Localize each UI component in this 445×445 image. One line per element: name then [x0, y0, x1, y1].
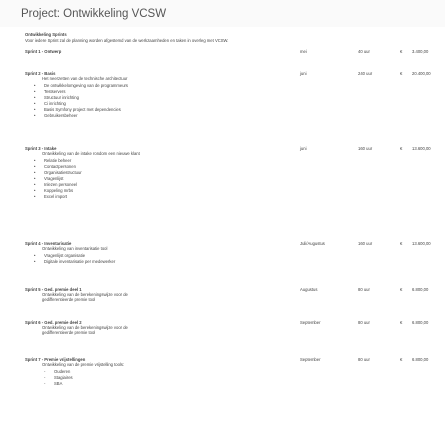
page-header: [0, 0, 445, 27]
bullet-icon: •: [34, 181, 36, 187]
sprint-hours: 80 uur: [358, 287, 370, 292]
sprint-description: Ontwikkeling van de berekeningswijze voor de: [42, 292, 128, 297]
bullet-item: [34, 176, 63, 181]
cost-amount: 6.800,00: [412, 357, 429, 362]
cost-amount: 20.400,00: [412, 71, 431, 76]
sprint-description: Ontwikkeling van de berekeningswijze voor de: [42, 325, 128, 330]
bullet-text: Excel import: [44, 194, 68, 200]
bullet-text: Testservers: [44, 88, 66, 94]
bullet-icon: •: [34, 194, 36, 200]
cost-amount: 6.800,00: [412, 320, 429, 325]
sprint-description: Ontwikkeling van de premie vrijstelling tools:: [42, 362, 125, 367]
sprint-month: juni: [300, 146, 307, 151]
bullet-text: Ouderen: [54, 368, 71, 374]
sprint-cost: [400, 357, 428, 362]
bullet-icon: •: [34, 106, 36, 112]
bullet-text: Organisatiestructuur: [44, 169, 82, 175]
bullet-text: Vragenlijst organisatie: [44, 252, 86, 258]
bullet-icon: •: [34, 113, 36, 118]
sprint-description: Het neerzetten van de technische architectuur: [42, 76, 128, 81]
bullet-item: [44, 375, 73, 380]
sprint-name: Sprint 4 - Inventarisatie: [25, 241, 72, 246]
bullet-icon: •: [34, 82, 36, 88]
currency-symbol: €: [400, 287, 403, 292]
sprint-month: Augustus: [300, 287, 318, 292]
document-body: [0, 27, 445, 445]
cost-amount: 3.400,00: [412, 49, 429, 54]
bullet-icon: -: [44, 368, 46, 374]
bullet-icon: •: [34, 157, 36, 163]
sprint-hours: 80 uur: [358, 357, 370, 362]
sprint-name: Sprint 6 - Ged. premie deel 2: [25, 320, 82, 325]
sprint-month: mei: [300, 49, 307, 54]
sprint-month: September: [300, 357, 321, 362]
bullet-item: [34, 253, 85, 258]
section-heading: Ontwikkeling Sprints: [25, 32, 67, 37]
sprint-hours: 160 uur: [358, 146, 373, 151]
bullet-item: [34, 164, 76, 169]
bullet-text: Digitale inventarisatie per medewerker: [44, 258, 116, 264]
bullet-icon: -: [44, 380, 46, 386]
sprint-cost: [400, 287, 428, 292]
bullet-item: [34, 170, 82, 175]
cost-amount: 6.800,00: [412, 287, 429, 292]
sprint-description: gedifferentieerde premie tool: [42, 330, 96, 335]
bullet-icon: •: [34, 188, 36, 193]
bullet-icon: •: [34, 175, 36, 181]
sprint-cost: [400, 320, 428, 325]
intro-text: Voor iedere Sprint zal de planning worden afgestemd van de werkzaamheden en taken in overleg met VCSW.: [25, 38, 229, 43]
bullet-item: [34, 113, 78, 118]
sprint-name: Sprint 7 - Premie vrijstellingen: [25, 357, 86, 362]
currency-symbol: €: [400, 241, 403, 246]
bullet-icon: •: [34, 163, 36, 169]
sprint-cost: [400, 146, 431, 151]
sprint-cost: [400, 71, 431, 76]
bullet-item: [44, 369, 70, 374]
sprint-name: Sprint 1 - Ontwerp: [25, 49, 62, 54]
bullet-text: Inlezen personeel: [44, 181, 78, 187]
bullet-item: [34, 83, 128, 88]
bullet-item: [34, 158, 71, 163]
sprint-cost: [400, 49, 428, 54]
sprint-cost: [400, 241, 431, 246]
sprint-hours: 160 uur: [358, 241, 373, 246]
bullet-text: Relatie beheer: [44, 157, 72, 163]
document-title: Project: Ontwikkeling VCSW: [21, 8, 167, 20]
sprint-month: juni: [300, 71, 307, 76]
bullet-item: [34, 194, 67, 199]
bullet-text: Gebruikersbeheer: [44, 113, 78, 118]
bullet-item: [34, 182, 77, 187]
bullet-text: Koppeling mrbs: [44, 188, 74, 193]
bullet-text: Contactpersonen: [44, 163, 76, 169]
bullet-text: Stagiaires: [54, 374, 73, 380]
bullet-icon: •: [34, 100, 36, 106]
sprint-month: September: [300, 320, 321, 325]
currency-symbol: €: [400, 71, 403, 76]
bullet-item: [34, 101, 66, 106]
bullet-icon: •: [34, 94, 36, 100]
bullet-icon: -: [44, 374, 46, 380]
bullet-icon: •: [34, 252, 36, 258]
bullet-item: [34, 95, 79, 100]
sprint-description: Ontwikkeling van inventarisatie tool: [42, 246, 108, 251]
bullet-text: Structuur inrichting: [44, 94, 79, 100]
sprint-month: Juli/Augustus: [300, 241, 325, 246]
cost-amount: 13.600,00: [412, 146, 431, 151]
bullet-item: [34, 259, 115, 264]
currency-symbol: €: [400, 49, 403, 54]
bullet-icon: •: [34, 88, 36, 94]
bullet-text: Basis Symfony project met dependencies: [44, 106, 121, 112]
bullet-text: Vragenlijst: [44, 175, 64, 181]
currency-symbol: €: [400, 357, 403, 362]
bullet-text: De ontwikkelomgeving van de programmeurs: [44, 82, 129, 88]
cost-amount: 13.600,00: [412, 241, 431, 246]
sprint-hours: 40 uur: [358, 49, 370, 54]
currency-symbol: €: [400, 320, 403, 325]
bullet-item: [34, 107, 121, 112]
bullet-icon: •: [34, 169, 36, 175]
bullet-icon: •: [34, 258, 36, 264]
bullet-text: SBA: [54, 380, 63, 386]
sprint-name: Sprint 3 - Intake: [25, 146, 57, 151]
sprint-name: Sprint 5 - Ged. premie deel 1: [25, 287, 82, 292]
bullet-item: [44, 381, 62, 386]
bullet-item: [34, 89, 65, 94]
sprint-hours: 240 uur: [358, 71, 373, 76]
sprint-name: Sprint 2 - Basis: [25, 71, 56, 76]
bullet-item: [34, 188, 73, 193]
sprint-description: gedifferentieerde premie tool: [42, 297, 96, 302]
currency-symbol: €: [400, 146, 403, 151]
sprint-hours: 80 uur: [358, 320, 370, 325]
bullet-text: Ci inrichting: [44, 100, 66, 106]
sprint-description: Ontwikkeling van de intake rondom een nieuwe klant: [42, 151, 140, 156]
